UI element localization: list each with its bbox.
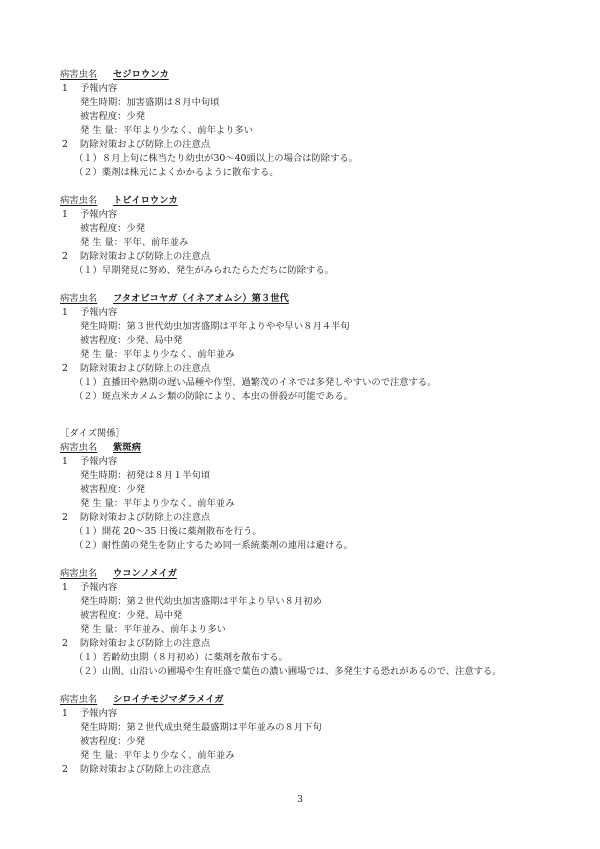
pest-title — [60, 292, 289, 306]
pest-name: フタオビコヤガ（イネアオムシ）第３世代 — [113, 293, 289, 304]
note-item: （１）８月上旬に株当たり幼虫が30～40頭以上の場合は防除する。 — [74, 153, 358, 164]
pest-title — [60, 68, 169, 82]
section-countermeasure: 2 防除対策および防除上の注意点 — [62, 139, 211, 150]
damage-level-row: 被害程度：少発、局中発 — [80, 335, 183, 346]
pest-title — [60, 194, 178, 208]
pest-title — [60, 567, 177, 581]
note-item: （１）若齢幼虫期（８月初め）に薬剤を散布する。 — [74, 652, 288, 663]
pest-name-prefix: 病害虫名 — [60, 694, 98, 705]
pest-name: シロイチモジマダラメイガ — [113, 694, 224, 705]
outbreak-period-row: 発生時期：初発は８月１半旬頃 — [80, 470, 211, 481]
section-forecast: 1 予報内容 — [62, 456, 118, 467]
outbreak-period-row: 発生時期：加害盛期は８月中旬頃 — [80, 97, 220, 108]
damage-level-row: 被害程度：少発 — [80, 111, 146, 122]
section-countermeasure: 2 防除対策および防除上の注意点 — [62, 638, 211, 649]
outbreak-period-row: 発生時期：第２世代成虫発生最盛期は平年並みの８月下旬 — [80, 722, 322, 733]
occurrence-amount-row: 発 生 量：平年より少なく、前年並み — [80, 498, 235, 509]
section-countermeasure: 2 防除対策および防除上の注意点 — [62, 764, 211, 775]
occurrence-amount-row: 発 生 量：平年より少なく、前年並み — [80, 349, 235, 360]
occurrence-amount-row: 発 生 量：平年より少なく、前年並み — [80, 750, 235, 761]
note-item: （１）開花 20～35 日後に薬剤散布を行う。 — [74, 526, 262, 537]
damage-level-row: 被害程度：少発、局中発 — [80, 610, 183, 621]
note-item: （１）直播田や熟期の遅い品種や作型、過繁茂のイネでは多発しやすいので注意する。 — [74, 377, 437, 388]
section-forecast: 1 予報内容 — [62, 708, 118, 719]
outbreak-period-row: 発生時期：第２世代幼虫加害盛期は平年より早い８月初め — [80, 596, 322, 607]
pest-name: 紫斑病 — [113, 442, 141, 453]
pest-name: トビイロウンカ — [113, 195, 178, 206]
note-item: （２）薬剤は株元によくかかるように散布する。 — [74, 167, 279, 178]
pest-name-prefix: 病害虫名 — [60, 195, 98, 206]
section-countermeasure: 2 防除対策および防除上の注意点 — [62, 512, 211, 523]
pest-name-prefix: 病害虫名 — [60, 442, 98, 453]
pest-name-prefix: 病害虫名 — [60, 69, 98, 80]
note-item: （１）早期発見に努め、発生がみられたらただちに防除する。 — [74, 265, 334, 276]
section-countermeasure: 2 防除対策および防除上の注意点 — [62, 251, 211, 262]
section-forecast: 1 予報内容 — [62, 83, 118, 94]
pest-name: セジロウンカ — [113, 69, 169, 80]
note-item: （２）耐性菌の発生を防止するため同一系統薬剤の連用は避ける。 — [74, 540, 353, 551]
damage-level-row: 被害程度：少発 — [80, 484, 146, 495]
section-forecast: 1 予報内容 — [62, 582, 118, 593]
pest-title — [60, 441, 141, 455]
note-item: （２）山間、山沿いの圃場や生育旺盛で葉色の濃い圃場では、多発生する恐れがあるので、注意する。 — [74, 666, 502, 677]
occurrence-amount-row: 発 生 量：平年並み、前年より多い — [80, 624, 226, 635]
pest-name: ウコンノメイガ — [113, 568, 177, 579]
pest-name-prefix: 病害虫名 — [60, 568, 98, 579]
damage-level-row: 被害程度：少発 — [80, 223, 146, 234]
damage-level-row: 被害程度：少発 — [80, 736, 146, 747]
section-forecast: 1 予報内容 — [62, 307, 118, 318]
pest-name-prefix: 病害虫名 — [60, 293, 98, 304]
section-heading: ［ダイズ関係］ — [60, 428, 125, 439]
section-forecast: 1 予報内容 — [62, 209, 118, 220]
page-number: 3 — [297, 794, 303, 805]
note-item: （２）斑点米カメムシ類の防除により、本虫の併殺が可能である。 — [74, 391, 353, 402]
pest-title — [60, 693, 224, 707]
outbreak-period-row: 発生時期：第３世代幼虫加害盛期は平年よりやや早い８月４半旬 — [80, 321, 350, 332]
occurrence-amount-row: 発 生 量：平年より少なく、前年より多い — [80, 125, 254, 136]
occurrence-amount-row: 発 生 量：平年、前年並み — [80, 237, 189, 248]
section-countermeasure: 2 防除対策および防除上の注意点 — [62, 363, 211, 374]
